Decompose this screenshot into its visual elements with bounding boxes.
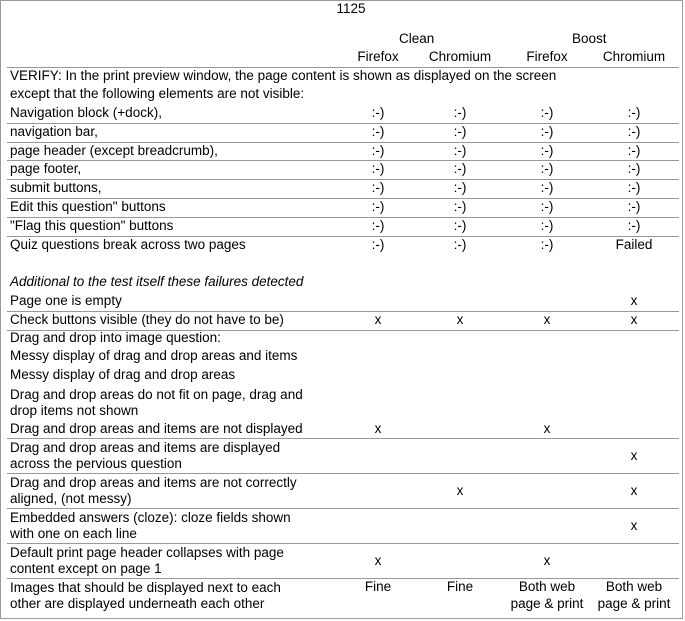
verify-cell: :-) — [371, 142, 385, 158]
failure-cell: x — [630, 448, 638, 463]
failure-row — [7, 421, 679, 439]
verify-cell: :-) — [371, 123, 385, 139]
failure-cell: x — [456, 312, 464, 327]
verify-cell: :-) — [371, 180, 385, 196]
verify-cell: :-) — [540, 236, 554, 252]
verify-label: navigation bar, — [10, 123, 98, 139]
failure-row — [7, 579, 679, 612]
verify-row — [7, 161, 679, 180]
additional-heading-row — [7, 274, 679, 292]
verify-cell: :-) — [627, 142, 641, 158]
verify-row — [7, 237, 679, 255]
col-chromium-boost: Chromium — [602, 49, 666, 64]
failure-row — [7, 544, 679, 579]
verify-label: page header (except breadcrumb), — [10, 142, 218, 158]
failure-cell: x — [543, 421, 551, 436]
verify-cell: :-) — [540, 180, 554, 196]
verify-cell: :-) — [540, 161, 554, 177]
failure-label: Messy display of drag and drop areas — [10, 367, 236, 382]
failure-row — [7, 348, 679, 366]
verify-label: "Flag this question" buttons — [10, 217, 174, 233]
group-clean: Clean — [399, 31, 435, 46]
verify-row — [7, 199, 679, 218]
verify-row — [7, 124, 679, 143]
verify-label: submit buttons, — [10, 180, 102, 196]
verify-row — [7, 218, 679, 237]
verify-cell: :-) — [371, 105, 385, 120]
verify-cell: :-) — [453, 236, 467, 252]
failure-cell: Fine — [446, 579, 474, 594]
verify-cell: :-) — [627, 123, 641, 139]
failure-label: Drag and drop areas and items are displayed — [10, 440, 281, 455]
group-boost: Boost — [572, 31, 607, 46]
failure-label: Default print page header collapses with page — [10, 545, 284, 560]
failure-cell: x — [543, 553, 551, 568]
verify-cell: :-) — [627, 161, 641, 177]
verify-row — [7, 143, 679, 162]
failure-cell: Fine — [364, 579, 392, 594]
failure-label-line2: content except on page 1 — [10, 561, 162, 576]
verify-cell: Failed — [615, 236, 653, 252]
failure-cell: x — [630, 293, 638, 308]
col-firefox-boost: Firefox — [526, 49, 568, 64]
verify-cell: :-) — [627, 105, 641, 120]
verify-label: Navigation block (+dock), — [10, 105, 162, 120]
failure-cell: x — [543, 312, 551, 327]
col-chromium-clean: Chromium — [428, 49, 492, 64]
verify-cell: :-) — [540, 123, 554, 139]
verify-cell: :-) — [627, 180, 641, 196]
failure-row — [7, 386, 679, 420]
failure-row — [7, 474, 679, 509]
failure-label: Drag and drop into image question: — [10, 330, 221, 345]
verify-cell: :-) — [453, 161, 467, 177]
failure-label: Check buttons visible (they do not have to be) — [10, 312, 284, 327]
sheet-title: 1125 — [336, 1, 366, 16]
failure-label-line2: drop items not shown — [10, 403, 139, 418]
failure-label: Embedded answers (cloze): cloze fields shown — [10, 510, 291, 525]
verify-cell: :-) — [453, 142, 467, 158]
verify-row — [7, 105, 679, 124]
failure-cell-line2: page & print — [510, 596, 584, 611]
failure-cell: x — [374, 553, 382, 568]
verify-cell: :-) — [540, 199, 554, 214]
failure-cell: x — [374, 421, 382, 436]
failure-label-line2: other are displayed underneath each other — [10, 596, 265, 611]
verify-line1: VERIFY: In the print preview window, the page content is shown as displayed on the screen — [10, 68, 557, 83]
failure-row — [7, 312, 679, 331]
verify-cell: :-) — [540, 142, 554, 158]
additional-heading: Additional to the test itself these failures detected — [10, 274, 304, 289]
failure-label: Images that should be displayed next to each — [10, 580, 281, 595]
failure-row — [7, 439, 679, 474]
verify-cell: :-) — [453, 105, 467, 120]
failure-label: Drag and drop areas do not fit on page, drag and — [10, 387, 303, 402]
verify-cell: :-) — [453, 199, 467, 214]
failure-cell: Both web — [518, 579, 576, 594]
verify-text — [7, 68, 679, 104]
verify-cell: :-) — [371, 161, 385, 177]
verify-label: page footer, — [10, 161, 82, 177]
header-row — [7, 49, 679, 68]
verify-cell: :-) — [371, 236, 385, 252]
failure-label-line2: across the pervious question — [10, 456, 182, 471]
failure-label: Drag and drop areas and items are not displayed — [10, 421, 303, 436]
failure-cell-line2: page & print — [597, 596, 671, 611]
verify-cell: :-) — [540, 105, 554, 120]
verify-row — [7, 180, 679, 199]
failure-row — [7, 293, 679, 312]
failure-label: Page one is empty — [10, 293, 122, 308]
failure-cell: x — [374, 312, 382, 327]
failure-label: Messy display of drag and drop areas and items — [10, 348, 298, 363]
verify-cell: :-) — [627, 217, 641, 233]
failure-cell: x — [630, 518, 638, 533]
failure-row — [7, 330, 679, 348]
failure-cell: Both web — [605, 579, 663, 594]
failure-row — [7, 509, 679, 544]
verify-cell: :-) — [453, 180, 467, 196]
failure-label: Drag and drop areas and items are not correctly — [10, 475, 297, 490]
col-firefox-clean: Firefox — [357, 49, 399, 64]
verify-cell: :-) — [540, 217, 554, 233]
failure-cell: x — [630, 483, 638, 498]
verify-cell: :-) — [453, 123, 467, 139]
failure-label-line2: aligned, (not messy) — [10, 491, 132, 506]
verify-cell: :-) — [371, 199, 385, 214]
failure-label-line2: with one on each line — [10, 526, 137, 541]
verify-line2: except that the following elements are not visible: — [10, 86, 305, 101]
verify-cell: :-) — [371, 217, 385, 233]
failure-row — [7, 367, 679, 385]
failure-cell: x — [456, 483, 464, 498]
verify-cell: :-) — [453, 217, 467, 233]
verify-cell: :-) — [627, 199, 641, 214]
failure-cell: x — [630, 312, 638, 327]
verify-label: Edit this question" buttons — [10, 199, 166, 214]
verify-label: Quiz questions break across two pages — [10, 236, 246, 252]
